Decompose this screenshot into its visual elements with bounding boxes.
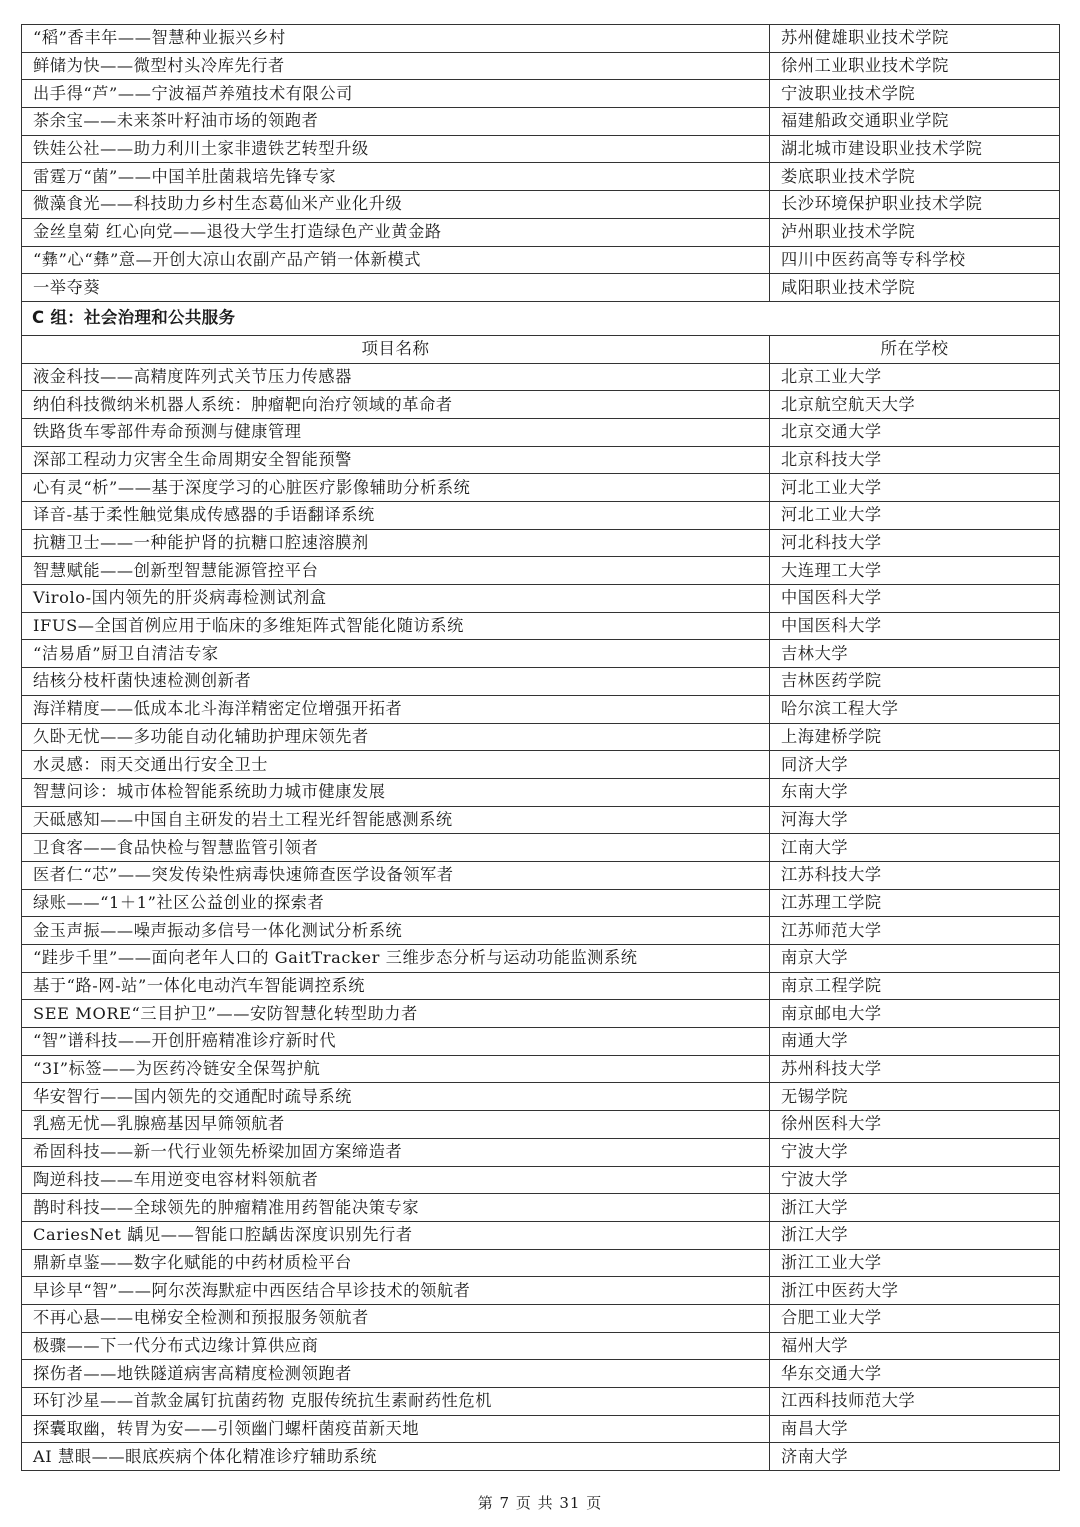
project-name-cell: 极骤——下一代分布式边缘计算供应商	[22, 1332, 770, 1360]
table-row	[22, 585, 1060, 613]
project-name-cell: IFUS—全国首例应用于临床的多维矩阵式智能化随访系统	[22, 612, 770, 640]
project-name-cell: 久卧无忧——多功能自动化辅助护理床领先者	[22, 723, 770, 751]
group-b-rows	[22, 25, 1060, 302]
table-row	[22, 1388, 1060, 1416]
project-name-cell: 鹊时科技——全球领先的肿瘤精准用药智能决策专家	[22, 1194, 770, 1222]
table-row	[22, 640, 1060, 668]
table-row	[22, 474, 1060, 502]
project-name-cell: 译音-基于柔性触觉集成传感器的手语翻译系统	[22, 502, 770, 530]
section-title-c: C 组：社会治理和公共服务	[22, 301, 1060, 335]
school-cell: 徐州工业职业技术学院	[770, 52, 1060, 80]
project-name-cell: 金丝皇菊 红心向党——退役大学生打造绿色产业黄金路	[22, 218, 770, 246]
table-row	[22, 972, 1060, 1000]
table-row	[22, 751, 1060, 779]
project-name-cell: 出手得“芦”——宁波福芦养殖技术有限公司	[22, 80, 770, 108]
school-cell: 苏州健雄职业技术学院	[770, 25, 1060, 53]
school-cell: 咸阳职业技术学院	[770, 274, 1060, 302]
project-table	[21, 24, 1060, 1471]
school-cell: 哈尔滨工程大学	[770, 695, 1060, 723]
table-row	[22, 25, 1060, 53]
table-row	[22, 163, 1060, 191]
project-name-cell: 华安智行——国内领先的交通配时疏导系统	[22, 1083, 770, 1111]
school-cell: 河北工业大学	[770, 474, 1060, 502]
school-cell: 江苏师范大学	[770, 917, 1060, 945]
table-row	[22, 612, 1060, 640]
school-cell: 无锡学院	[770, 1083, 1060, 1111]
project-name-cell: 不再心悬——电梯安全检测和预报服务领航者	[22, 1304, 770, 1332]
school-cell: 南昌大学	[770, 1415, 1060, 1443]
project-name-cell: 智慧问诊：城市体检智能系统助力城市健康发展	[22, 778, 770, 806]
school-cell: 中国医科大学	[770, 585, 1060, 613]
table-row	[22, 1000, 1060, 1028]
project-name-cell: SEE MORE“三目护卫”——安防智慧化转型助力者	[22, 1000, 770, 1028]
project-name-cell: 微藻食光——科技助力乡村生态葛仙米产业化升级	[22, 191, 770, 219]
table-row	[22, 668, 1060, 696]
school-cell: 东南大学	[770, 778, 1060, 806]
school-cell: 娄底职业技术学院	[770, 163, 1060, 191]
table-row	[22, 446, 1060, 474]
project-name-cell: 深部工程动力灾害全生命周期安全智能预警	[22, 446, 770, 474]
table-row	[22, 391, 1060, 419]
project-name-cell: 绿账——“1＋1”社区公益创业的探索者	[22, 889, 770, 917]
school-cell: 湖北城市建设职业技术学院	[770, 135, 1060, 163]
project-name-cell: “彝”心“彝”意—开创大凉山农副产品产销一体新模式	[22, 246, 770, 274]
table-row	[22, 1111, 1060, 1139]
project-name-cell: 乳癌无忧—乳腺癌基因早筛领航者	[22, 1111, 770, 1139]
table-row	[22, 861, 1060, 889]
table-row	[22, 363, 1060, 391]
school-cell: 江苏科技大学	[770, 861, 1060, 889]
table-row	[22, 191, 1060, 219]
table-row	[22, 52, 1060, 80]
school-cell: 宁波职业技术学院	[770, 80, 1060, 108]
project-name-cell: 水灵感：雨天交通出行安全卫士	[22, 751, 770, 779]
table-row	[22, 1028, 1060, 1056]
school-cell: 南京工程学院	[770, 972, 1060, 1000]
school-cell: 福建船政交通职业学院	[770, 108, 1060, 136]
project-name-cell: 纳伯科技微纳米机器人系统：肿瘤靶向治疗领域的革命者	[22, 391, 770, 419]
school-cell: 河北科技大学	[770, 529, 1060, 557]
table-row	[22, 529, 1060, 557]
project-name-cell: 希固科技——新一代行业领先桥梁加固方案缔造者	[22, 1138, 770, 1166]
school-cell: 北京工业大学	[770, 363, 1060, 391]
school-cell: 华东交通大学	[770, 1360, 1060, 1388]
project-name-cell: “3I”标签——为医药冷链安全保驾护航	[22, 1055, 770, 1083]
project-name-cell: “洁易盾”厨卫自清洁专家	[22, 640, 770, 668]
school-cell: 浙江大学	[770, 1194, 1060, 1222]
school-cell: 徐州医科大学	[770, 1111, 1060, 1139]
table-row	[22, 1360, 1060, 1388]
table-row	[22, 695, 1060, 723]
school-cell: 宁波大学	[770, 1166, 1060, 1194]
table-row	[22, 502, 1060, 530]
project-name-cell: 结核分枝杆菌快速检测创新者	[22, 668, 770, 696]
table-row	[22, 418, 1060, 446]
project-name-cell: 铁路货车零部件寿命预测与健康管理	[22, 418, 770, 446]
school-cell: 合肥工业大学	[770, 1304, 1060, 1332]
group-c-rows	[22, 363, 1060, 1471]
school-cell: 浙江中医药大学	[770, 1277, 1060, 1305]
project-name-cell: 基于“路-网-站”一体化电动汽车智能调控系统	[22, 972, 770, 1000]
table-row	[22, 1332, 1060, 1360]
school-cell: 南京大学	[770, 945, 1060, 973]
school-cell: 北京科技大学	[770, 446, 1060, 474]
school-cell: 浙江工业大学	[770, 1249, 1060, 1277]
project-name-cell: “智”谱科技——开创肝癌精准诊疗新时代	[22, 1028, 770, 1056]
school-cell: 南京邮电大学	[770, 1000, 1060, 1028]
project-name-cell: 鼎新卓鉴——数字化赋能的中药材质检平台	[22, 1249, 770, 1277]
table-row	[22, 889, 1060, 917]
school-cell: 四川中医药高等专科学校	[770, 246, 1060, 274]
school-cell: 济南大学	[770, 1443, 1060, 1471]
table-row	[22, 1166, 1060, 1194]
school-cell: 泸州职业技术学院	[770, 218, 1060, 246]
table-row	[22, 834, 1060, 862]
table-row	[22, 1249, 1060, 1277]
project-name-cell: 雷霆万“菌”——中国羊肚菌栽培先锋专家	[22, 163, 770, 191]
school-cell: 河北工业大学	[770, 502, 1060, 530]
project-name-cell: 一举夺葵	[22, 274, 770, 302]
table-row	[22, 778, 1060, 806]
school-cell: 北京交通大学	[770, 418, 1060, 446]
table-row	[22, 1304, 1060, 1332]
project-name-cell: 茶余宝——未来茶叶籽油市场的领跑者	[22, 108, 770, 136]
table-row	[22, 1194, 1060, 1222]
project-name-cell: 早诊早“智”——阿尔茨海默症中西医结合早诊技术的领航者	[22, 1277, 770, 1305]
school-cell: 长沙环境保护职业技术学院	[770, 191, 1060, 219]
table-row	[22, 1443, 1060, 1471]
project-name-cell: Virolo-国内领先的肝炎病毒检测试剂盒	[22, 585, 770, 613]
project-name-cell: 海洋精度——低成本北斗海洋精密定位增强开拓者	[22, 695, 770, 723]
project-name-cell: 智慧赋能——创新型智慧能源管控平台	[22, 557, 770, 585]
table-header-row	[22, 335, 1060, 363]
project-name-cell: 天砥感知——中国自主研发的岩土工程光纤智能感测系统	[22, 806, 770, 834]
project-name-cell: 卫食客——食品快检与智慧监管引领者	[22, 834, 770, 862]
school-cell: 中国医科大学	[770, 612, 1060, 640]
table-row	[22, 1138, 1060, 1166]
project-name-cell: 液金科技——高精度阵列式关节压力传感器	[22, 363, 770, 391]
table-row	[22, 218, 1060, 246]
table-row	[22, 1083, 1060, 1111]
project-name-cell: 金玉声振——噪声振动多信号一体化测试分析系统	[22, 917, 770, 945]
school-cell: 浙江大学	[770, 1221, 1060, 1249]
table-row	[22, 806, 1060, 834]
page-footer: 第 7 页 共 31 页	[477, 1494, 603, 1512]
project-name-cell: 铁娃公社——助力利川土家非遗铁艺转型升级	[22, 135, 770, 163]
project-name-cell: “跬步千里”——面向老年人口的 GaitTracker 三维步态分析与运动功能监测系统	[22, 945, 770, 973]
school-cell: 苏州科技大学	[770, 1055, 1060, 1083]
project-name-cell: 陶逆科技——车用逆变电容材料领航者	[22, 1166, 770, 1194]
school-cell: 南通大学	[770, 1028, 1060, 1056]
project-name-cell: 心有灵“析”——基于深度学习的心脏医疗影像辅助分析系统	[22, 474, 770, 502]
school-cell: 北京航空航天大学	[770, 391, 1060, 419]
document-page	[21, 24, 1059, 1471]
school-cell: 河海大学	[770, 806, 1060, 834]
project-name-cell: AI 慧眼——眼底疾病个体化精准诊疗辅助系统	[22, 1443, 770, 1471]
table-row	[22, 917, 1060, 945]
section-row	[22, 301, 1060, 335]
school-cell: 江南大学	[770, 834, 1060, 862]
project-name-cell: 医者仁“芯”——突发传染性病毒快速筛查医学设备领军者	[22, 861, 770, 889]
school-cell: 吉林医药学院	[770, 668, 1060, 696]
school-cell: 同济大学	[770, 751, 1060, 779]
school-cell: 江苏理工学院	[770, 889, 1060, 917]
school-cell: 上海建桥学院	[770, 723, 1060, 751]
school-cell: 大连理工大学	[770, 557, 1060, 585]
table-row	[22, 246, 1060, 274]
project-name-cell: “稻”香丰年——智慧种业振兴乡村	[22, 25, 770, 53]
project-name-cell: 环钉沙星——首款金属钉抗菌药物 克服传统抗生素耐药性危机	[22, 1388, 770, 1416]
header-project-name: 项目名称	[22, 335, 770, 363]
table-row	[22, 80, 1060, 108]
project-name-cell: 探伤者——地铁隧道病害高精度检测领跑者	[22, 1360, 770, 1388]
table-row	[22, 1415, 1060, 1443]
school-cell: 吉林大学	[770, 640, 1060, 668]
header-school: 所在学校	[770, 335, 1060, 363]
table-row	[22, 723, 1060, 751]
project-name-cell: 鲜储为快——微型村头冷库先行者	[22, 52, 770, 80]
project-name-cell: 探囊取幽，转胃为安——引领幽门螺杆菌疫苗新天地	[22, 1415, 770, 1443]
table-row	[22, 1277, 1060, 1305]
school-cell: 江西科技师范大学	[770, 1388, 1060, 1416]
table-row	[22, 135, 1060, 163]
school-cell: 宁波大学	[770, 1138, 1060, 1166]
project-name-cell: CariesNet 龋见——智能口腔龋齿深度识别先行者	[22, 1221, 770, 1249]
table-row	[22, 1221, 1060, 1249]
table-row	[22, 557, 1060, 585]
project-name-cell: 抗糖卫士——一种能护肾的抗糖口腔速溶膜剂	[22, 529, 770, 557]
table-row	[22, 1055, 1060, 1083]
table-row	[22, 945, 1060, 973]
table-row	[22, 108, 1060, 136]
table-row	[22, 274, 1060, 302]
school-cell: 福州大学	[770, 1332, 1060, 1360]
